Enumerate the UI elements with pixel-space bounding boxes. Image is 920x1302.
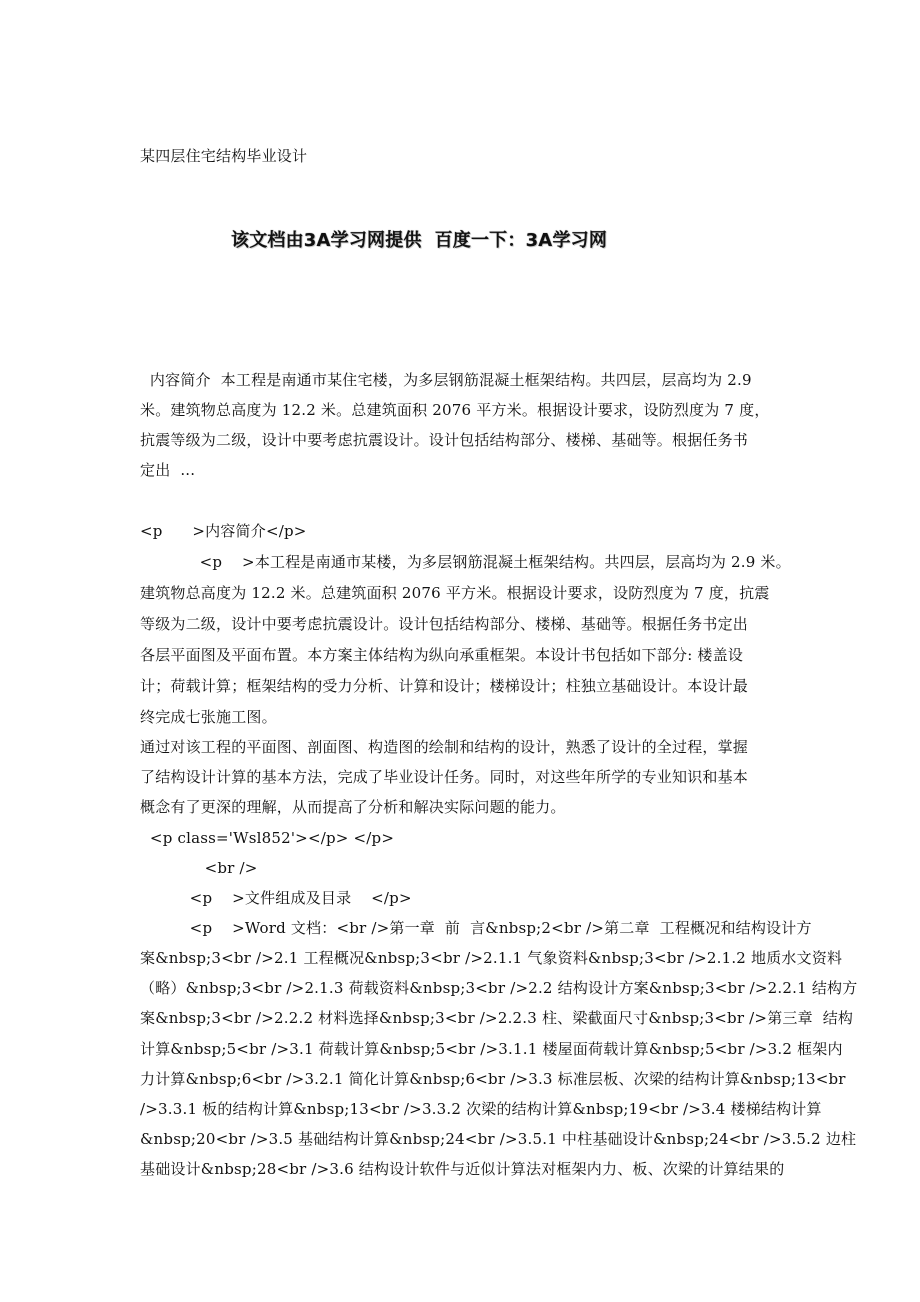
summary-line: 米。建筑物总高度为 12.2 米。总建筑面积 2076 平方米。根据设计要求，设防烈度为 7 度， [140,401,770,419]
body-line: 通过对该工程的平面图、剖面图、构造图的绘制和结构的设计，熟悉了设计的全过程，掌握 [140,738,749,756]
document-title: 某四层住宅结构毕业设计 [140,147,308,165]
body-line: 案&nbsp;3<br />2.1 工程概况&nbsp;3<br />2.1.1 气象资料&nbsp;3<br />2.1.2 地质水文资料 [140,949,843,967]
source-banner: 该文档由3A学习网提供 百度一下：3A学习网 [231,230,608,251]
body-line: （略）&nbsp;3<br />2.1.3 荷载资料&nbsp;3<br />2.2 结构设计方案&nbsp;3<br />2.2.1 结构方 [140,979,858,997]
body-line: <p >文件组成及目录 </p> [140,889,412,907]
body-line: <p >内容简介</p> [140,522,307,540]
body-line: <p >Word 文档：<br />第一章 前 言&nbsp;2<br />第二章 工程概况和结构设计方 [140,919,812,937]
body-line: 力计算&nbsp;6<br />3.2.1 简化计算&nbsp;6<br />3.3 标准层板、次梁的结构计算&nbsp;13<br [140,1070,846,1088]
body-line: 基础设计&nbsp;28<br />3.6 结构设计软件与近似计算法对框架内力、板、次梁的计算结果的 [140,1160,785,1178]
summary-line: 抗震等级为二级，设计中要考虑抗震设计。设计包括结构部分、楼梯、基础等。根据任务书 [140,431,749,449]
body-line: />3.3.1 板的结构计算&nbsp;13<br />3.3.2 次梁的结构计算&nbsp;19<br />3.4 楼梯结构计算 [140,1100,822,1118]
body-line: 概念有了更深的理解，从而提高了分析和解决实际问题的能力。 [140,798,566,816]
body-line: <p class='Wsl852'></p> </p> [140,829,395,847]
body-line: 计算&nbsp;5<br />3.1 荷载计算&nbsp;5<br />3.1.1 楼屋面荷载计算&nbsp;5<br />3.2 框架内 [140,1040,843,1058]
body-line: 终完成七张施工图。 [140,708,277,726]
body-line: <p >本工程是南通市某楼，为多层钢筋混凝土框架结构。共四层，层高均为 2.9 米。 [140,553,791,571]
summary-line: 定出 ... [140,461,196,479]
body-line: &nbsp;20<br />3.5 基础结构计算&nbsp;24<br />3.5.1 中柱基础设计&nbsp;24<br />3.5.2 边柱 [140,1130,857,1148]
body-line: 案&nbsp;3<br />2.2.2 材料选择&nbsp;3<br />2.2.3 柱、梁截面尺寸&nbsp;3<br />第三章 结构 [140,1009,854,1027]
body-line: 等级为二级，设计中要考虑抗震设计。设计包括结构部分、楼梯、基础等。根据任务书定出 [140,615,749,633]
body-line: 各层平面图及平面布置。本方案主体结构为纵向承重框架。本设计书包括如下部分: 楼盖设 [140,646,744,664]
summary-line: 内容简介 本工程是南通市某住宅楼，为多层钢筋混凝土框架结构。共四层，层高均为 2.9 [140,371,752,389]
body-line: 建筑物总高度为 12.2 米。总建筑面积 2076 平方米。根据设计要求，设防烈度为 7 度，抗震 [140,584,770,602]
body-line: <br /> [140,859,258,877]
body-line: 了结构设计计算的基本方法，完成了毕业设计任务。同时，对这些年所学的专业知识和基本 [140,768,749,786]
body-line: 计；荷载计算；框架结构的受力分析、计算和设计；楼梯设计；柱独立基础设计。本设计最 [140,677,749,695]
